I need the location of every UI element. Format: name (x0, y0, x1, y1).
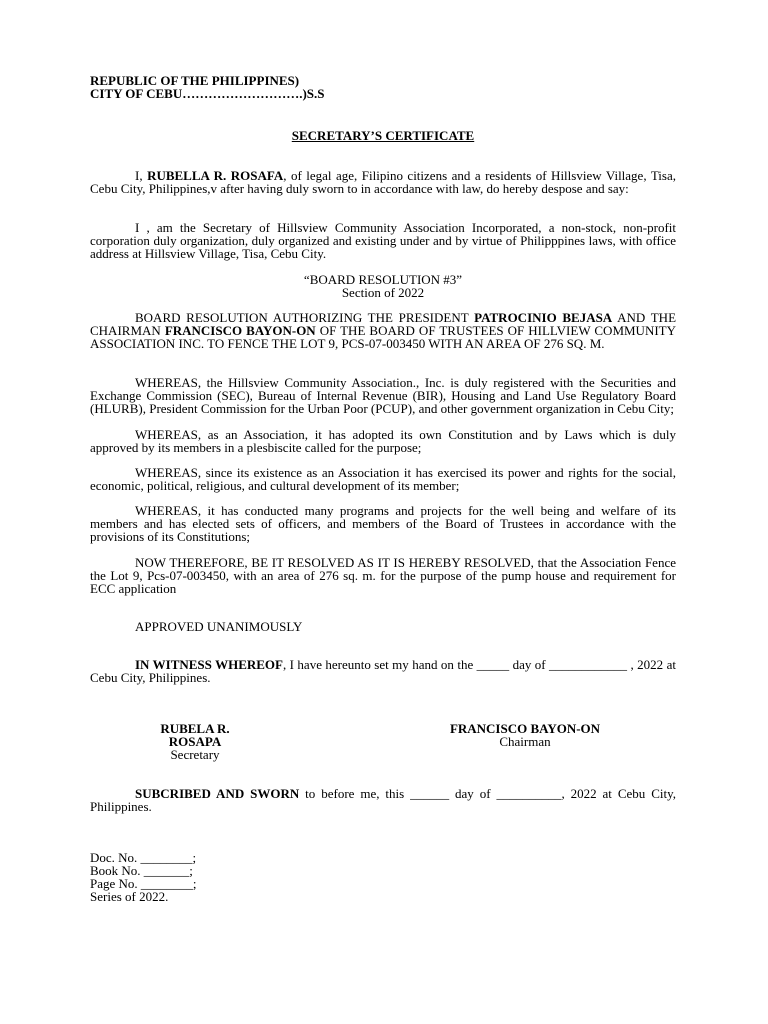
series-year: Series of 2022. (90, 889, 169, 904)
page-number: Page No. ________; (90, 876, 197, 891)
notarial-register (90, 851, 197, 903)
intro-text: , of legal age, Filipino citizens and a residents of Hillsview Village, Tisa, Cebu City, Philippines,v after having duly sworn to in accordance with law, do hereby despose and say: (90, 168, 676, 196)
approved-statement: APPROVED UNANIMOUSLY (135, 619, 303, 634)
witness-lead: IN WITNESS WHEREOF (135, 657, 283, 672)
book-number: Book No. _______; (90, 863, 193, 878)
resolution-title-part3: OF THE BOARD OF TRUSTEES OF HILLVIEW COMMUNITY ASSOCIATION INC. TO FENCE THE LOT 9, PCS-07-003450 WITH AN AREA OF 276 SQ. M. (90, 323, 676, 351)
witness-clause (90, 658, 676, 684)
jurat (90, 787, 676, 813)
resolution-section: Section of 2022 (341, 285, 425, 300)
secretary-name: RUBELA R. ROSAPA (160, 721, 230, 749)
whereas-programs: WHEREAS, it has conducted many programs and projects for the well being and welfare of its members and has elected sets of officers, and members of the Board of Trustees in accordance with the provisions of its Constitutions; (90, 503, 676, 544)
president-name: PATROCINIO BEJASA (474, 310, 613, 325)
doc-number: Doc. No. ________; (90, 850, 197, 865)
resolution-title (90, 311, 676, 350)
whereas-constitution: WHEREAS, as an Association, it has adopted its own Constitution and by Laws which is duly approved by its members in a plesbiscite called for the purpose; (90, 427, 676, 455)
chairman-name: FRANCISCO BAYON-ON (164, 323, 316, 338)
resolution-heading (90, 273, 676, 299)
resolution-title-part2: AND THE CHAIRMAN (90, 310, 677, 338)
whereas-existence: WHEREAS, since its existence as an Association it has exercised its power and rights for the social, economic, political, religious, and cultural development of its member; (90, 465, 676, 493)
resolution-title-part1: BOARD RESOLUTION AUTHORIZING THE PRESIDENT (135, 310, 475, 325)
jurat-lead: SUBCRIBED AND SWORN (135, 786, 300, 801)
affiant-name: RUBELLA R. ROSAFA (147, 168, 284, 183)
chairman-signature-block (440, 722, 610, 748)
intro-prefix: I, (135, 168, 148, 183)
secretary-signature-block (135, 722, 255, 761)
venue-caption (90, 74, 676, 100)
chairman-title: Chairman (499, 734, 551, 749)
venue-country: REPUBLIC OF THE PHILIPPINES) (90, 73, 300, 88)
witness-text: , I have hereunto set my hand on the _____ day of ____________ , 2022 at Cebu City, Philippines. (90, 657, 676, 685)
secretary-statement: I , am the Secretary of Hillsview Community Association Incorporated, a non-stock, non-profit corporation duly organization, duly organized and existing under and by virtue of Philipppines laws, with office address at Hillsview Village, Tisa, Cebu City. (90, 220, 676, 261)
jurat-text: to before me, this ______ day of __________, 2022 at Cebu City, Philippines. (90, 786, 676, 814)
whereas-registration: WHEREAS, the Hillsview Community Association., Inc. is duly registered with the Securities and Exchange Commission (SEC), Bureau of Internal Revenue (BIR), Housing and Land Use Regulatory Board (HLURB), President Commission for the Urban Poor (PCUP), and other government organization in Cebu City; (90, 375, 676, 416)
document-title: SECRETARY’S CERTIFICATE (291, 128, 475, 143)
secretary-title: Secretary (170, 747, 220, 762)
chairman-signatory-name: FRANCISCO BAYON-ON (449, 721, 601, 736)
resolved-clause: NOW THEREFORE, BE IT RESOLVED AS IT IS HEREBY RESOLVED, that the Association Fence the Lot 9, Pcs-07-003450, with an area of 276 sq. m. for the purpose of the pump house and requirement for ECC application (90, 555, 676, 596)
resolution-number: “BOARD RESOLUTION #3” (303, 272, 463, 287)
intro-paragraph (90, 169, 676, 195)
venue-city: CITY OF CEBU……………………….)S.S (90, 86, 325, 101)
